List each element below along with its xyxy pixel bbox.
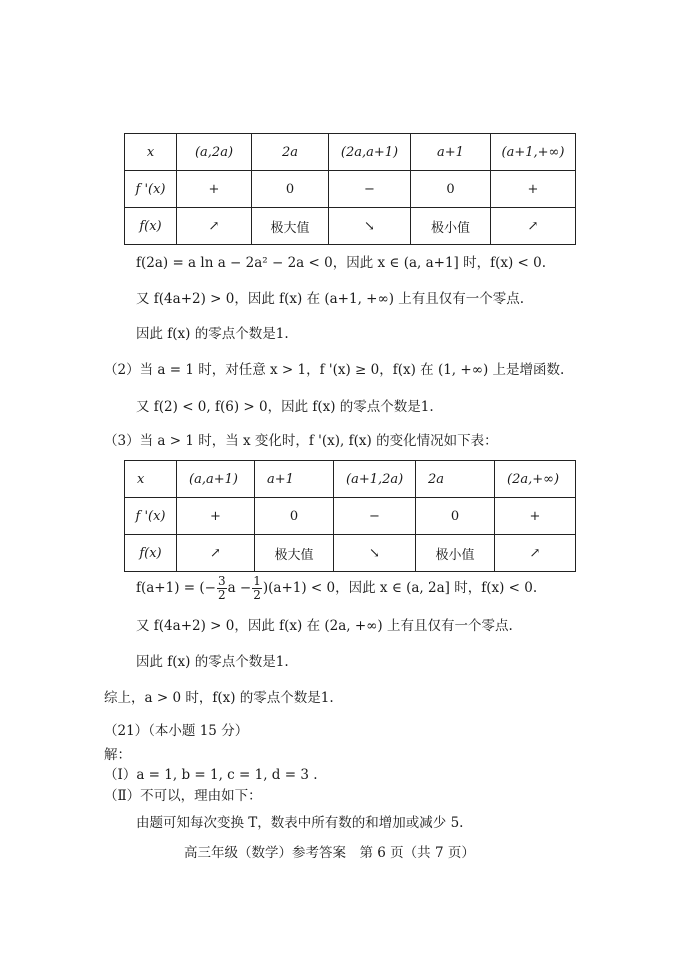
table-cell: f(x) (125, 535, 177, 572)
solution-label: 解： (104, 747, 131, 763)
text-line: （3）当 a > 1 时，当 x 变化时，f '(x), f(x) 的变化情况如下表： (104, 433, 498, 449)
increase-arrow-icon: ↗ (177, 208, 252, 245)
reason-line: 由题可知每次变换 T，数表中所有数的和增加或减少 5. (136, 815, 464, 831)
question-title: （21）（本小题 15 分） (104, 723, 249, 739)
decrease-arrow-icon: ↘ (334, 535, 416, 572)
table-cell: − (329, 171, 411, 208)
text-line: （2）当 a = 1 时，对任意 x > 1，f '(x) ≥ 0，f(x) 在 (1, +∞) 上是增函数. (104, 362, 565, 378)
table-cell: + (177, 171, 252, 208)
table-cell: + (491, 171, 576, 208)
table-cell: 0 (411, 171, 491, 208)
table-row (125, 498, 576, 535)
table-cell: 0 (416, 498, 495, 535)
formula-suffix: )(a+1) < 0，因此 x ∈ (a, 2a] 时，f(x) < 0. (262, 580, 538, 596)
table-cell: (a+1,+∞) (491, 134, 576, 171)
table-cell: (a+1,2a) (334, 461, 416, 498)
table-cell: (a,a+1) (177, 461, 255, 498)
fraction-denominator: 2 (217, 588, 226, 602)
table-cell: − (334, 498, 416, 535)
table-cell: 极大值 (255, 535, 334, 572)
table-row (125, 461, 576, 498)
decrease-arrow-icon: ↘ (329, 208, 411, 245)
table-cell: 极小值 (416, 535, 495, 572)
table-cell: 极小值 (411, 208, 491, 245)
summary-line: 综上，a > 0 时，f(x) 的零点个数是1. (104, 690, 334, 706)
table-cell: (2a,a+1) (329, 134, 411, 171)
table-cell: + (177, 498, 255, 535)
answer-part-1: （Ⅰ）a = 1, b = 1, c = 1, d = 3 . (104, 767, 318, 783)
text-line: 因此 f(x) 的零点个数是1. (136, 654, 289, 670)
text-line-fraction (136, 573, 537, 603)
text-line: 因此 f(x) 的零点个数是1. (136, 326, 289, 342)
variation-table-2 (124, 460, 576, 572)
table-row (125, 208, 576, 245)
table-cell: (2a,+∞) (495, 461, 576, 498)
text-line: 又 f(4a+2) > 0，因此 f(x) 在 (2a, +∞) 上有且仅有一个零点. (136, 618, 513, 634)
table-cell: 0 (252, 171, 329, 208)
table-row (125, 171, 576, 208)
text-line: f(2a) = a ln a − 2a² − 2a < 0，因此 x ∈ (a, a+1] 时，f(x) < 0. (136, 255, 547, 271)
text-line: 又 f(2) < 0, f(6) > 0，因此 f(x) 的零点个数是1. (136, 399, 434, 415)
table-row (125, 134, 576, 171)
formula-middle: a − (227, 580, 252, 596)
increase-arrow-icon: ↗ (177, 535, 255, 572)
table-cell: f '(x) (125, 498, 177, 535)
formula-prefix: f(a+1) = (− (136, 580, 216, 596)
answer-part-2: （Ⅱ）不可以，理由如下： (104, 788, 262, 804)
fraction-denominator: 2 (253, 588, 261, 602)
table-cell: 2a (416, 461, 495, 498)
table-cell: x (125, 461, 177, 498)
table-row (125, 535, 576, 572)
table-cell: (a,2a) (177, 134, 252, 171)
table-cell: 0 (255, 498, 334, 535)
fraction (217, 575, 227, 602)
increase-arrow-icon: ↗ (491, 208, 576, 245)
page-footer: 高三年级（数学）参考答案 第 6 页（共 7 页） (184, 845, 475, 861)
table-cell: f '(x) (125, 171, 177, 208)
variation-table-1 (124, 133, 576, 245)
table-cell: + (495, 498, 576, 535)
increase-arrow-icon: ↗ (495, 535, 576, 572)
fraction (252, 575, 262, 602)
table-cell: x (125, 134, 177, 171)
table-cell: 极大值 (252, 208, 329, 245)
fraction-numerator: 1 (253, 574, 261, 588)
table-cell: 2a (252, 134, 329, 171)
table-cell: f(x) (125, 208, 177, 245)
text-line: 又 f(4a+2) > 0，因此 f(x) 在 (a+1, +∞) 上有且仅有一个零点. (136, 291, 525, 307)
table-cell: a+1 (255, 461, 334, 498)
fraction-numerator: 3 (217, 574, 226, 588)
table-cell: a+1 (411, 134, 491, 171)
